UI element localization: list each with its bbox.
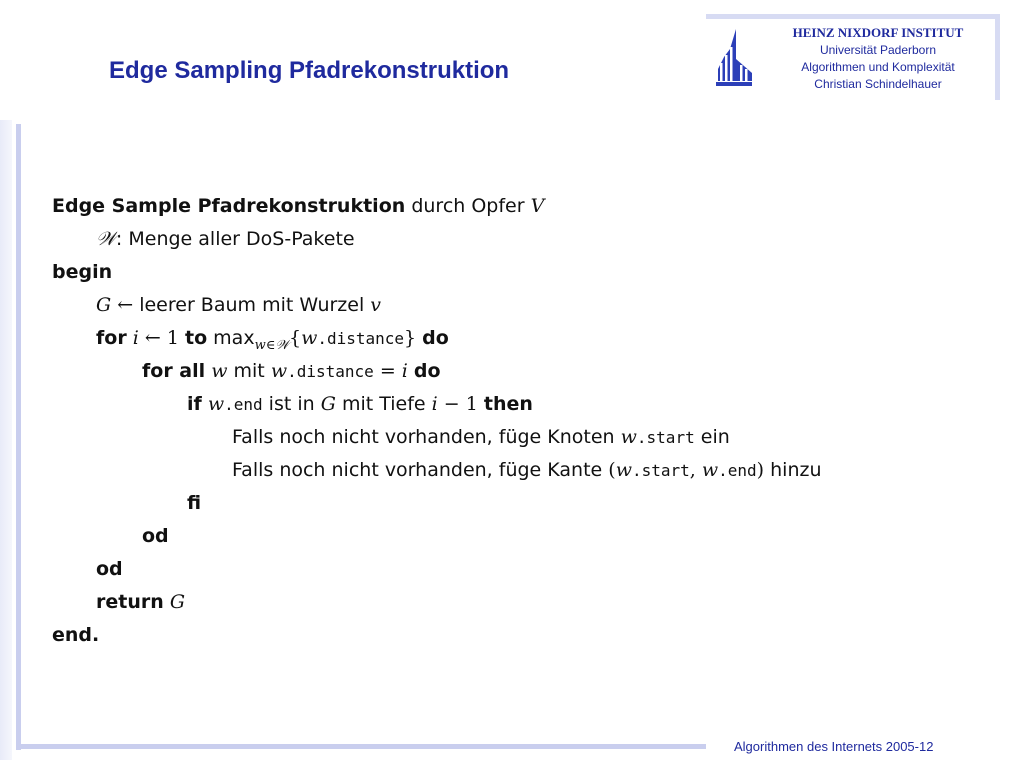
keyword-do: do xyxy=(413,360,441,382)
init-tree-line xyxy=(52,289,952,322)
victim-var: V xyxy=(530,195,545,217)
keyword-return: return xyxy=(96,591,164,613)
add-edge-line xyxy=(52,454,952,487)
keyword-then: then xyxy=(483,393,533,415)
packet-set-symbol: 𝒲 xyxy=(96,228,116,250)
loop-start: 1 xyxy=(166,327,179,349)
begin-line xyxy=(52,256,952,289)
left-gradient-strip xyxy=(0,120,12,760)
institute-name: HEINZ NIXDORF INSTITUT xyxy=(792,25,964,40)
keyword-for: for xyxy=(96,327,127,349)
keyword-od: od xyxy=(142,525,169,547)
loop-var: i xyxy=(401,360,408,382)
if-line xyxy=(52,388,952,421)
slide-title: Edge Sampling Pfadrekonstruktion xyxy=(109,57,510,84)
loop-var: i xyxy=(431,393,438,415)
algorithm-header xyxy=(52,190,952,223)
algorithm-block xyxy=(52,190,952,652)
heinz-nixdorf-logo-icon xyxy=(714,29,754,89)
keyword-forall: for all xyxy=(142,360,206,382)
keyword-od: od xyxy=(96,558,123,580)
ein-text: ein xyxy=(700,426,730,448)
footer-course: Algorithmen des Internets 2005-12 xyxy=(734,739,934,754)
packet-var: w xyxy=(301,327,318,349)
keyword-to: to xyxy=(184,327,208,349)
mit-text: mit xyxy=(233,360,265,382)
brace-open: { xyxy=(288,327,302,349)
equals-sign: = xyxy=(379,360,396,382)
tree-desc: leerer Baum mit Wurzel xyxy=(139,294,365,316)
packet-var: w xyxy=(615,459,632,481)
group-name: Algorithmen und Komplexität xyxy=(801,60,955,74)
keyword-if: if xyxy=(187,393,202,415)
od-outer-line xyxy=(52,553,952,586)
root-var: v xyxy=(370,294,382,316)
content-frame-left xyxy=(16,124,21,750)
university-name: Universität Paderborn xyxy=(819,43,937,57)
end-field: .end xyxy=(224,395,263,414)
packet-var: w xyxy=(270,360,288,382)
start-field: .start xyxy=(636,428,695,447)
return-line xyxy=(52,586,952,619)
loop-var: i xyxy=(132,327,139,349)
tree-var: G xyxy=(169,591,185,613)
distance-field: .distance xyxy=(317,329,405,348)
max-sub-var: w xyxy=(254,338,266,353)
packet-set-desc: : Menge aller DoS-Pakete xyxy=(115,228,355,250)
fi-line xyxy=(52,487,952,520)
brace-close: } xyxy=(404,327,417,349)
mit-tiefe-text: mit Tiefe xyxy=(341,393,426,415)
institute-frame-right xyxy=(995,14,1000,100)
max-subscript xyxy=(255,338,289,353)
minus-one: − 1 xyxy=(443,393,478,415)
od-inner-line xyxy=(52,520,952,553)
hinzu-text: hinzu xyxy=(770,459,822,481)
institute-box xyxy=(706,14,1000,100)
packet-var: w xyxy=(211,360,228,382)
institute-frame-top xyxy=(706,14,1000,19)
algorithm-name: Edge Sample Pfadrekonstruktion xyxy=(52,195,406,217)
keyword-begin: begin xyxy=(52,261,113,283)
tree-var: G xyxy=(96,294,112,316)
tree-var: G xyxy=(320,393,336,415)
max-sub-in: ∈ xyxy=(265,338,276,353)
max-sub-set: 𝒲 xyxy=(275,338,289,353)
paren-close: ) xyxy=(756,459,765,481)
end-line xyxy=(52,619,952,652)
start-field: .start xyxy=(631,461,690,480)
packet-var: w xyxy=(620,426,637,448)
keyword-fi: fi xyxy=(187,492,202,514)
distance-field: .distance xyxy=(287,362,374,381)
comma: , xyxy=(689,459,696,481)
header-text: durch Opfer xyxy=(411,195,525,217)
institute-text xyxy=(762,24,994,93)
assign-arrow: ← xyxy=(144,327,161,349)
keyword-do: do xyxy=(422,327,449,349)
assign-arrow: ← xyxy=(117,294,134,316)
max-word: max xyxy=(213,327,255,349)
end-field: .end xyxy=(718,461,757,480)
input-line xyxy=(52,223,952,256)
add-edge-text: Falls noch nicht vorhanden, füge Kante xyxy=(232,459,603,481)
packet-var: w xyxy=(701,459,719,481)
add-node-line xyxy=(52,421,952,454)
keyword-end: end. xyxy=(52,624,100,646)
packet-var: w xyxy=(207,393,225,415)
add-node-text: Falls noch nicht vorhanden, füge Knoten xyxy=(232,426,615,448)
paren-open: ( xyxy=(608,459,616,481)
content-frame-bottom xyxy=(16,744,706,749)
forall-line xyxy=(52,355,952,388)
for-loop-line xyxy=(52,322,952,355)
author-name: Christian Schindelhauer xyxy=(814,77,942,91)
ist-in-text: ist in xyxy=(268,393,315,415)
